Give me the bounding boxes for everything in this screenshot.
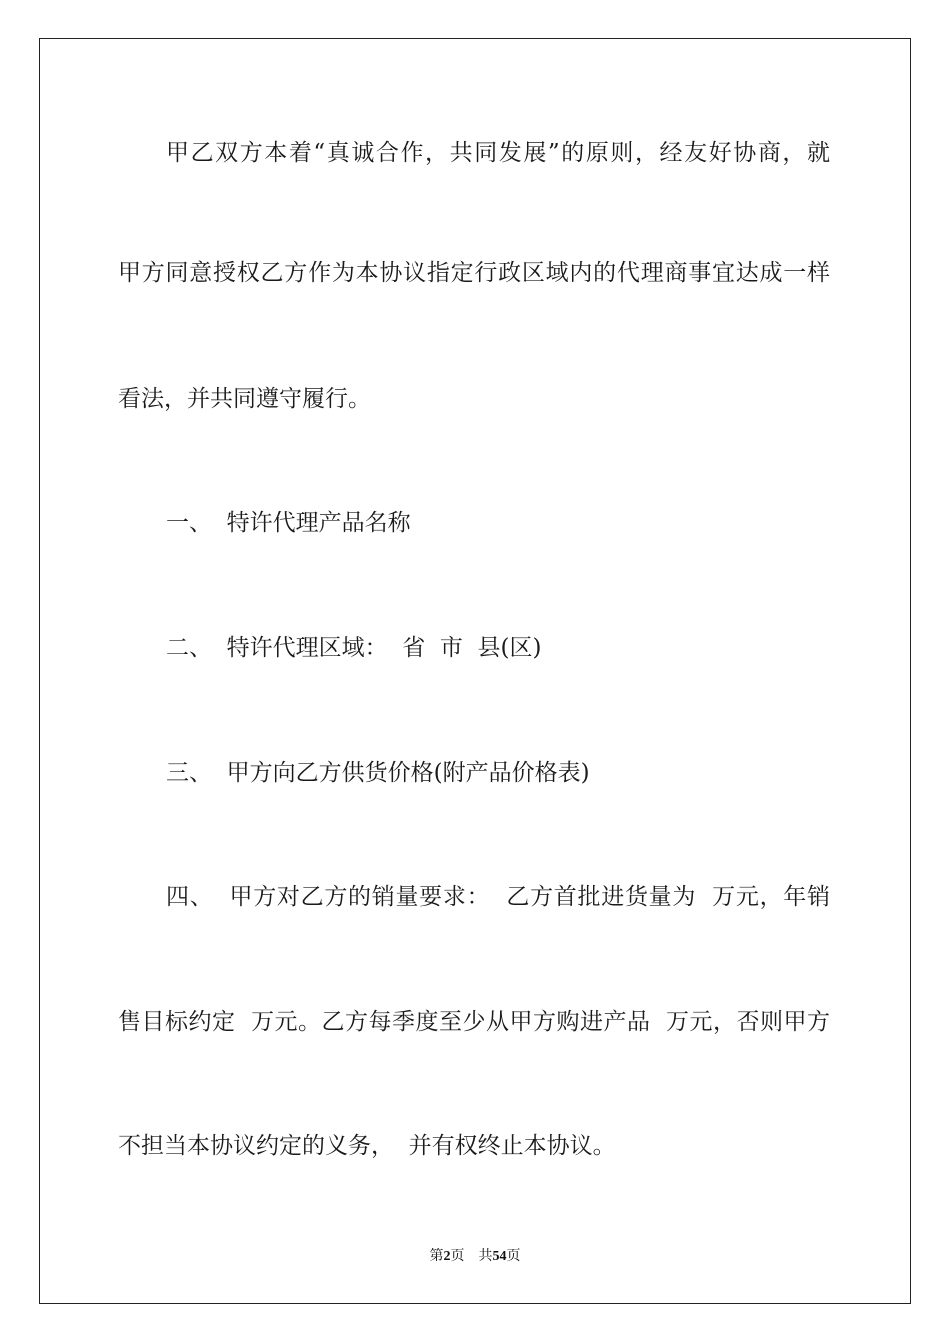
footer-page-number: 2: [443, 1249, 451, 1264]
clause-4-line-2: 售目标约定 万元。乙方每季度至少从甲方购进产品 万元，否则甲方: [118, 1009, 830, 1035]
clause-3-heading: 三、 甲方向乙方供货价格(附产品价格表): [166, 760, 590, 786]
footer-page-suffix: 页: [450, 1249, 465, 1264]
clause-1-heading: 一、 特许代理产品名称: [166, 510, 411, 536]
body-line-1: 甲乙双方本着“真诚合作，共同发展”的原则，经友好协商，就: [166, 140, 830, 166]
clause-4-line-1: 四、 甲方对乙方的销量要求： 乙方首批进货量为 万元，年销: [166, 884, 830, 910]
page-footer: [0, 1248, 950, 1266]
footer-total-pages: 54: [492, 1249, 507, 1264]
body-line-2: 甲方同意授权乙方作为本协议指定行政区域内的代理商事宜达成一样: [118, 260, 830, 286]
footer-total-prefix: 共: [478, 1249, 493, 1264]
clause-4-line-3: 不担当本协议约定的义务， 并有权终止本协议。: [118, 1133, 616, 1159]
page-border: [39, 38, 911, 1304]
body-line-3: 看法，并共同遵守履行。: [118, 386, 371, 412]
footer-page-prefix: 第: [429, 1249, 444, 1264]
clause-2-heading: 二、 特许代理区域： 省 市 县(区): [166, 635, 542, 661]
footer-total-suffix: 页: [506, 1249, 521, 1264]
